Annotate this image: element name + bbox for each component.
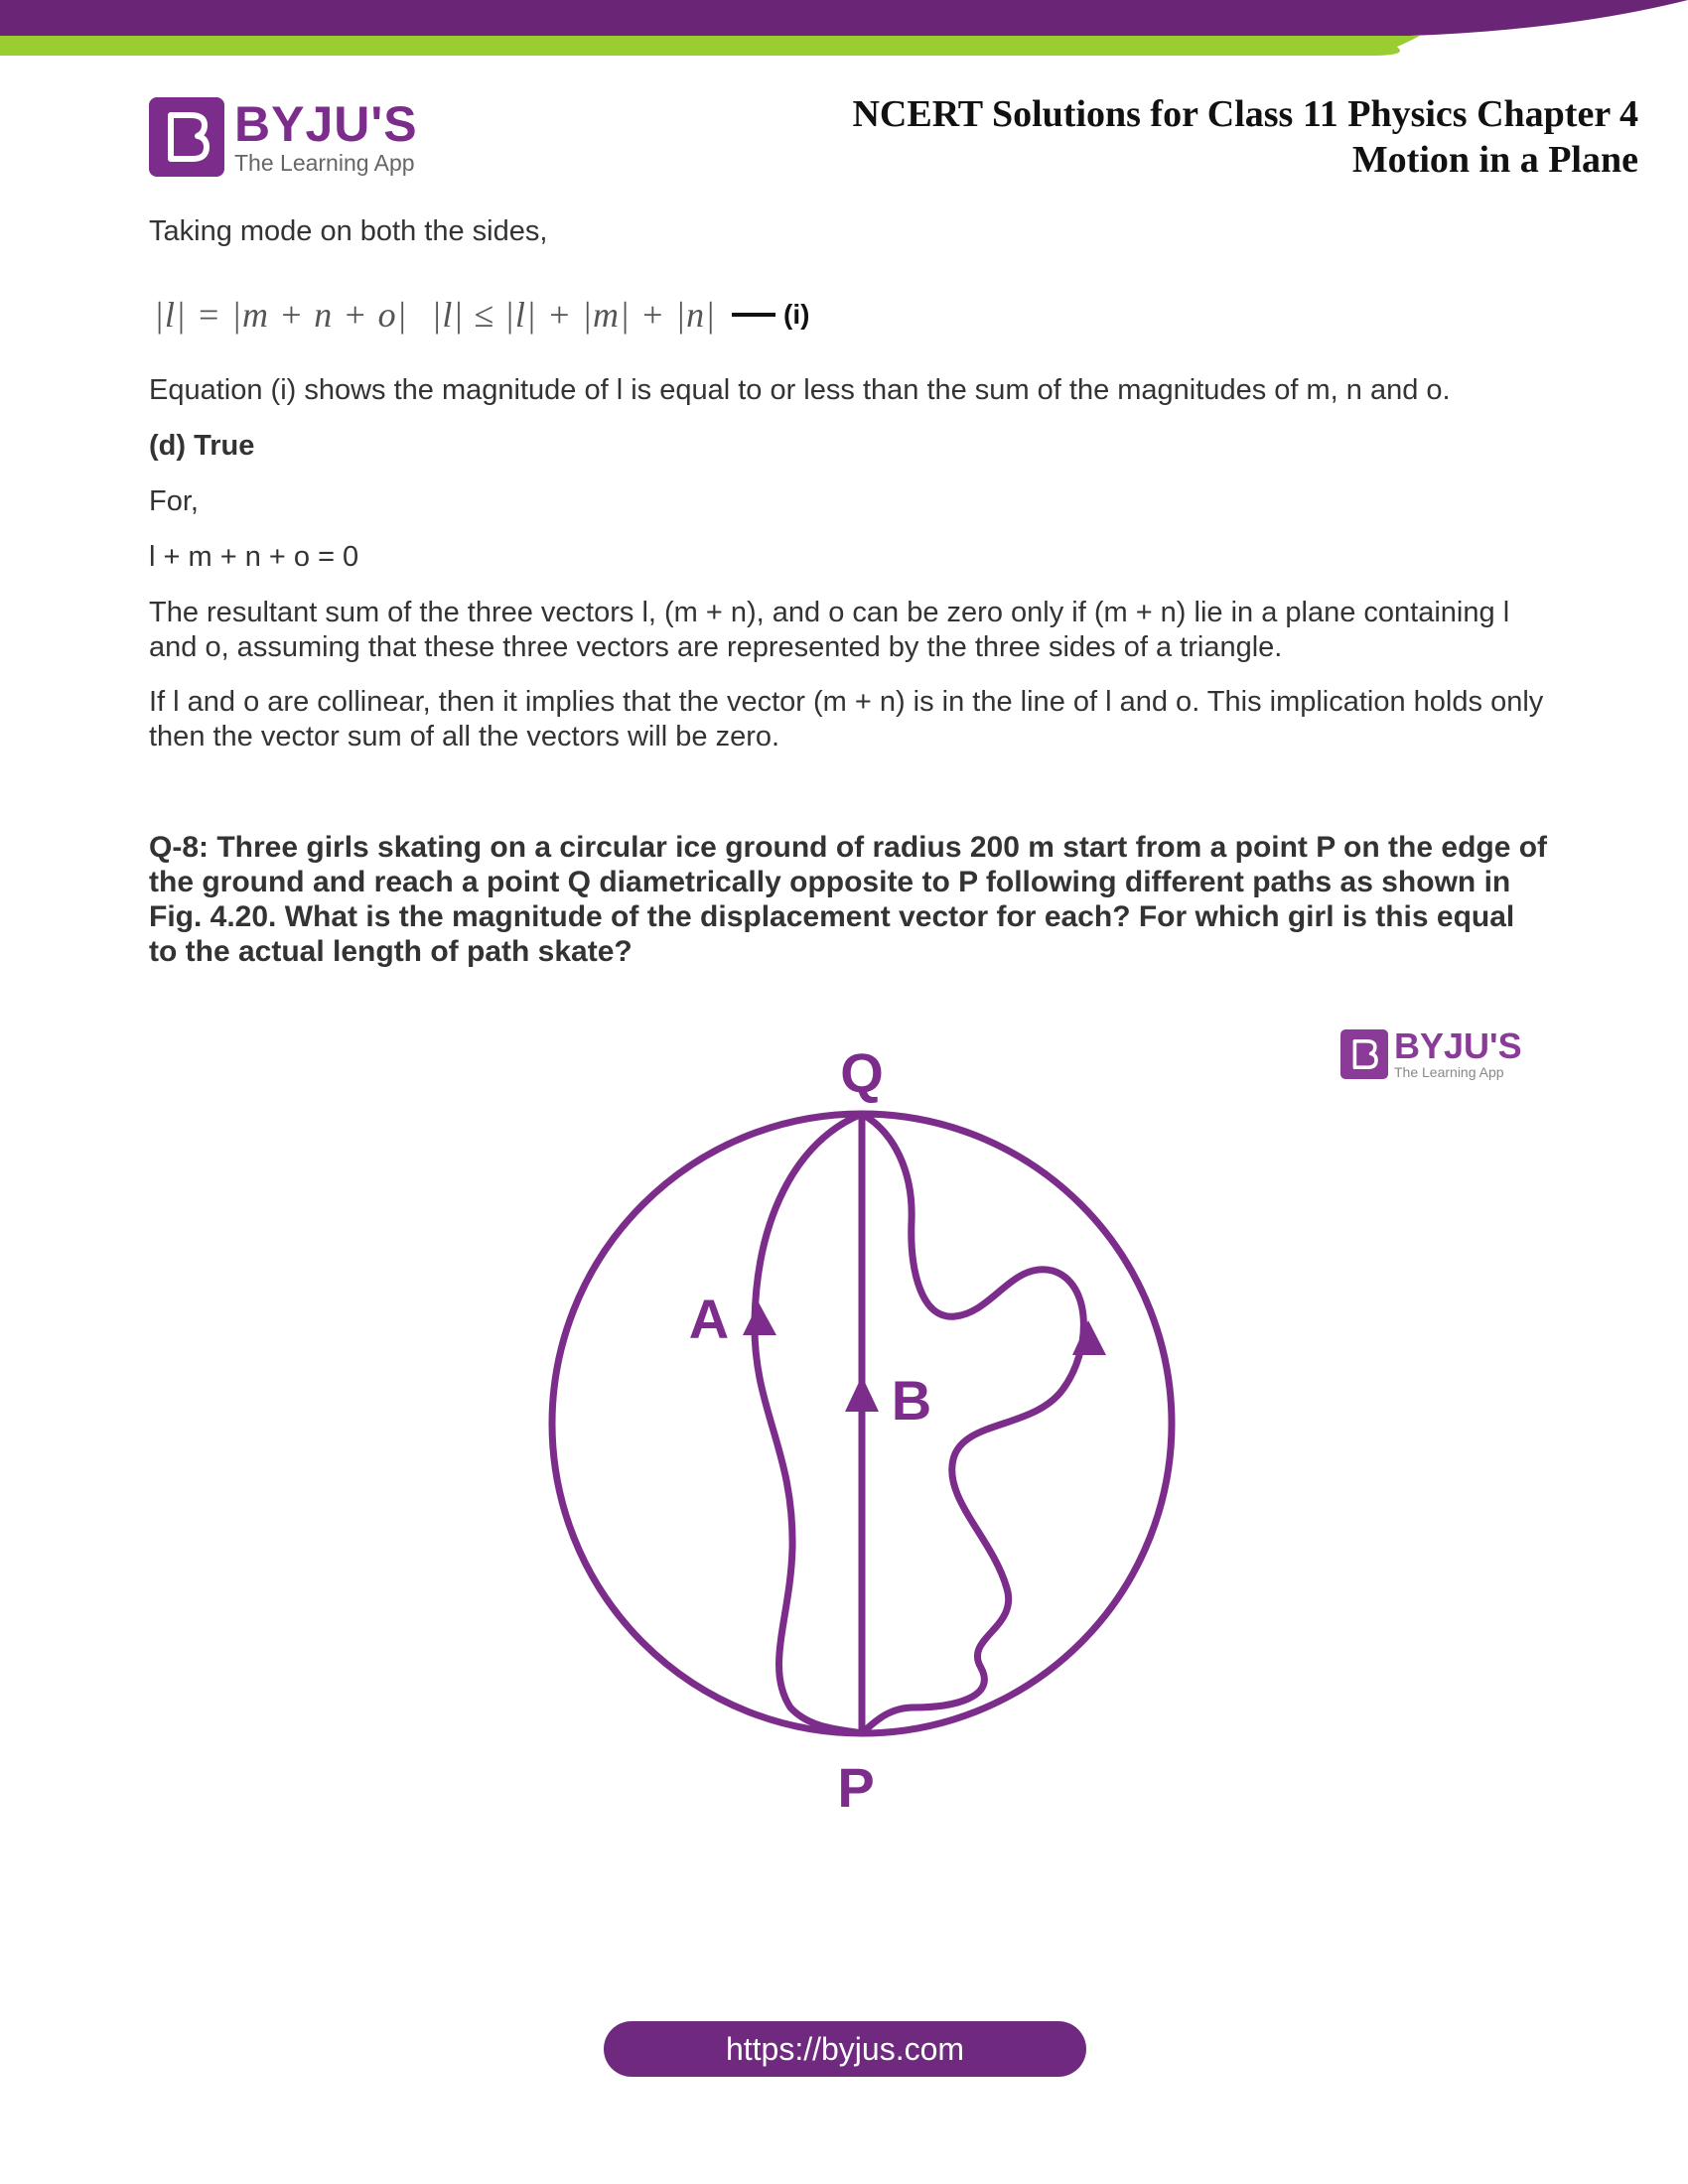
label-q: Q bbox=[840, 1041, 884, 1104]
footer-website-link[interactable]: https://byjus.com bbox=[604, 2021, 1086, 2077]
watermark-tagline: The Learning App bbox=[1394, 1064, 1504, 1080]
paragraph-taking-mode: Taking mode on both the sides, bbox=[149, 215, 548, 247]
byjus-b-icon bbox=[149, 97, 224, 177]
paragraph-resultant-sum: The resultant sum of the three vectors l, (m + n), and o can be zero only if (m + n) lie in a plane containing l and o, assuming that these three vectors are represented by the three sides of a triangle. bbox=[149, 597, 1510, 663]
question-8: Q-8: Three girls skating on a circular ice ground of radius 200 m start from a point P on the edge of the ground and reach a point Q diametrically opposite to P following different paths as shown in Fig. 4.20. What is the magnitude of the displacement vector for each? For which girl is this equal to the actual length of path skate? bbox=[149, 831, 1548, 968]
paragraph-equation-explanation: Equation (i) shows the magnitude of l is equal to or less than the sum of the magnitudes of m, n and o. bbox=[149, 374, 1451, 406]
label-a: A bbox=[688, 1288, 730, 1350]
equation-dash bbox=[732, 313, 775, 317]
logo-name: BYJU'S bbox=[234, 96, 418, 152]
figure-circular-ground bbox=[496, 1023, 1211, 1817]
arrow-a-icon bbox=[743, 1302, 776, 1335]
equation-tag: (i) bbox=[783, 299, 810, 330]
label-p: P bbox=[837, 1756, 875, 1817]
byjus-watermark bbox=[1340, 1025, 1522, 1080]
equation-part-2: |l| ≤ |l| + |m| + |n| bbox=[431, 295, 716, 335]
paragraph-collinear: If l and o are collinear, then it implies that the vector (m + n) is in the line of l and o. This implication holds only then the vector sum of all the vectors will be zero. bbox=[149, 686, 1544, 752]
logo-tagline: The Learning App bbox=[234, 150, 415, 176]
title-line-1: NCERT Solutions for Class 11 Physics Chapter 4 bbox=[852, 93, 1638, 135]
label-b: B bbox=[891, 1369, 932, 1432]
top-decorative-band bbox=[0, 0, 1688, 60]
byjus-watermark-b-icon bbox=[1340, 1029, 1388, 1079]
paragraph-for: For, bbox=[149, 485, 199, 517]
heading-d-true: (d) True bbox=[149, 430, 255, 462]
page-title bbox=[852, 91, 1638, 183]
byjus-logo bbox=[149, 97, 418, 177]
equation-part-1: |l| = |m + n + o| bbox=[154, 295, 408, 335]
arrow-c-icon bbox=[1072, 1320, 1106, 1355]
arrow-b-icon bbox=[845, 1376, 879, 1412]
watermark-name: BYJU'S bbox=[1394, 1025, 1522, 1066]
path-a bbox=[755, 1114, 862, 1733]
equation-i bbox=[154, 294, 809, 336]
title-line-2: Motion in a Plane bbox=[1351, 139, 1638, 181]
vector-equation: l + m + n + o = 0 bbox=[149, 541, 359, 573]
